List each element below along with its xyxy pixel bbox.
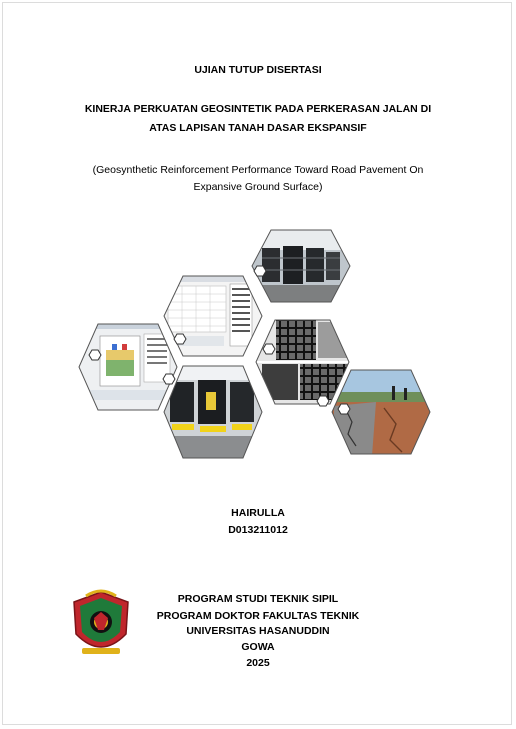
test-boxes-photo (162, 364, 264, 460)
english-subtitle-line-1: (Geosynthetic Reinforcement Performance Toward Road Pavement On (92, 164, 424, 176)
english-subtitle-line-2: Expansive Ground Surface) (193, 181, 323, 193)
software-model-screenshot (77, 322, 179, 412)
data-spreadsheet-screenshot (162, 274, 264, 358)
city: GOWA (241, 641, 275, 653)
institution-line-2: PROGRAM DOKTOR FAKULTAS TEKNIK (156, 610, 360, 622)
author-name: HAIRULLA (231, 507, 285, 519)
lab-test-frames-photo (250, 228, 352, 305)
year: 2025 (246, 657, 270, 669)
student-id: D013211012 (228, 524, 288, 536)
dissertation-title-line-1: KINERJA PERKUATAN GEOSINTETIK PADA PERKERASAN JALAN DI (84, 103, 432, 115)
institution-line-1: PROGRAM STUDI TEKNIK SIPIL (177, 593, 339, 605)
exam-title: UJIAN TUTUP DISERTASI (194, 64, 322, 76)
geogrid-samples-photo (254, 318, 351, 406)
dissertation-title-line-2: ATAS LAPISAN TANAH DASAR EKSPANSIF (149, 122, 367, 134)
institution-line-3: UNIVERSITAS HASANUDDIN (186, 625, 330, 637)
